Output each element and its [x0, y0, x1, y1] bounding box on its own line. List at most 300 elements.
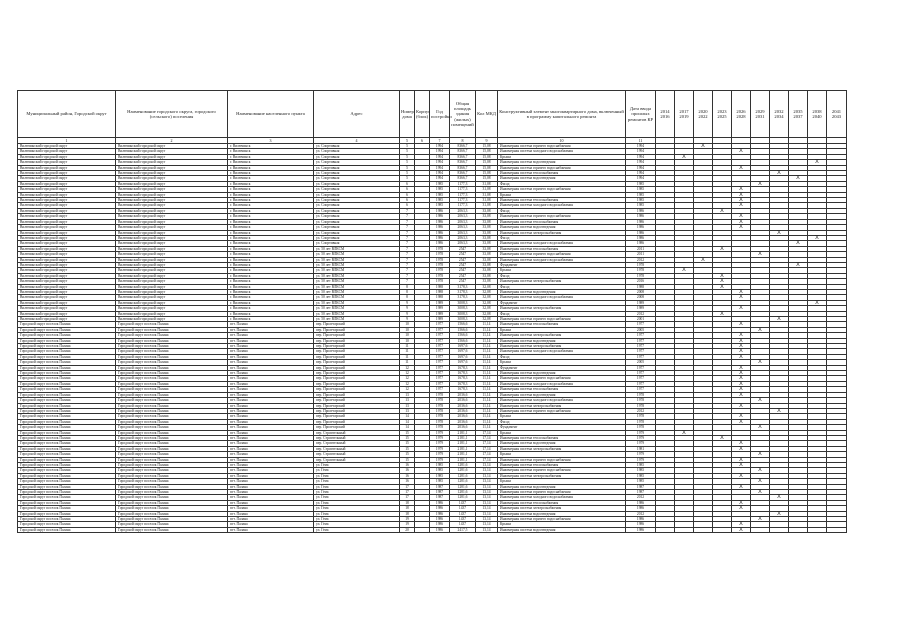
period-mark-cell: X [732, 457, 751, 462]
table-cell: 2008 [626, 295, 656, 300]
table-cell: 33,08 [476, 268, 498, 273]
table-cell: пгт. Палана [228, 354, 314, 359]
table-cell: Вилючинский городской округ [18, 306, 116, 311]
table-cell: 33,08 [476, 273, 498, 278]
table-cell: 11,14 [476, 419, 498, 424]
table-cell: 2036,6 [450, 403, 476, 408]
table-cell: Вилючинский городской округ [116, 187, 228, 192]
period-mark-cell: X [751, 181, 770, 186]
table-cell: г. Вилючинск [228, 279, 314, 284]
period-mark-cell: X [732, 462, 751, 467]
table-cell: Вилючинский городской округ [116, 225, 228, 230]
table-cell: 1977 [430, 349, 450, 354]
table-cell: пер. Строительный [314, 457, 400, 462]
table-cell: 13,14 [476, 506, 498, 511]
table-cell: Городской округ поселок Палана [18, 425, 116, 430]
table-row [18, 527, 847, 532]
table-cell: 1987 [626, 490, 656, 495]
table-cell: 1988 [430, 295, 450, 300]
table-cell: 3178,3 [450, 284, 476, 289]
table-cell: Инженерная система холодного водоснабжения [498, 203, 626, 208]
table-cell: Фасад [498, 181, 626, 186]
table-cell: 1985 [430, 479, 450, 484]
table-cell: Городской округ поселок Палана [18, 333, 116, 338]
table-cell: 1978 [430, 414, 450, 419]
period-mark-cell: X [732, 187, 751, 192]
table-cell: 8366,7 [450, 165, 476, 170]
table-cell: 15,08 [476, 154, 498, 159]
period-mark-cell: X [732, 192, 751, 197]
table-cell: 15 [400, 457, 415, 462]
table-cell: 1697,6 [450, 349, 476, 354]
table-cell: Инженерная система электроснабжения [498, 446, 626, 451]
table-cell: Вилючинский городской округ [18, 279, 116, 284]
column-header: 2041 2043 [827, 91, 847, 138]
table-cell: пгт. Палана [228, 495, 314, 500]
table-cell: Инженерная система водоотведения [498, 225, 626, 230]
table-cell: Городской округ поселок Палана [18, 457, 116, 462]
period-mark-cell: X [751, 398, 770, 403]
table-cell: 1986 [430, 241, 450, 246]
table-cell: ул. Гема [314, 490, 400, 495]
table-cell: г. Вилючинск [228, 268, 314, 273]
table-cell: Вилючинский городской округ [18, 230, 116, 235]
table-cell: ул. Спортивная [314, 214, 400, 219]
table-cell: 19 [400, 522, 415, 527]
table-cell: 12 [400, 371, 415, 376]
table-cell: 2036,6 [450, 398, 476, 403]
table-cell: Городской округ поселок Палана [18, 419, 116, 424]
table-cell: Вилючинский городской округ [116, 295, 228, 300]
table-cell: 8366,7 [450, 176, 476, 181]
table-cell: 2547 [450, 268, 476, 273]
table-cell: пгт. Палана [228, 371, 314, 376]
table-cell: 13 [400, 408, 415, 413]
table-cell: ул. Спортивная [314, 198, 400, 203]
table-cell: 1985 [626, 473, 656, 478]
table-cell: ул. Спортивная [314, 160, 400, 165]
column-number: 8 [450, 138, 476, 144]
table-cell: 6 [400, 203, 415, 208]
table-cell: 1977 [626, 387, 656, 392]
column-header: 2026 2028 [732, 91, 751, 138]
table-cell: Инженерная система горячего водоснабжения [498, 187, 626, 192]
table-cell: пер. Пролетарский [314, 322, 400, 327]
table-cell: 1977 [430, 333, 450, 338]
table-cell: г. Вилючинск [228, 165, 314, 170]
table-cell: 1979 [430, 441, 450, 446]
table-cell [415, 527, 430, 532]
period-mark-cell: X [770, 230, 789, 235]
table-cell: 2063,3 [450, 208, 476, 213]
table-cell: 2063,3 [450, 241, 476, 246]
table-cell: пгт. Палана [228, 403, 314, 408]
column-number: 3 [228, 138, 314, 144]
column-number: 9 [476, 138, 498, 144]
table-cell: Вилючинский городской округ [116, 252, 228, 257]
table-cell: Городской округ поселок Палана [116, 495, 228, 500]
table-cell: 32,08 [476, 306, 498, 311]
period-mark-cell: X [732, 365, 751, 370]
table-cell: ул. 50 лет ВЛКСМ [314, 246, 400, 251]
table-cell: пгт. Палана [228, 360, 314, 365]
table-cell: Инженерная система горячего водоснабжения [498, 214, 626, 219]
table-cell: 6 [400, 192, 415, 197]
table-cell: 1978 [626, 414, 656, 419]
table-cell: 2036,6 [450, 392, 476, 397]
table-cell: 11,14 [476, 349, 498, 354]
table-cell: 11,14 [476, 333, 498, 338]
table-cell: Крыша [498, 154, 626, 159]
table-cell: 13,14 [476, 479, 498, 484]
table-cell: 11,14 [476, 403, 498, 408]
table-cell: ул. 50 лет ВЛКСМ [314, 300, 400, 305]
table-cell: ул. 50 лет ВЛКСМ [314, 289, 400, 294]
table-cell: Городской округ поселок Палана [116, 522, 228, 527]
table-cell: 17,14 [476, 441, 498, 446]
table-cell: г. Вилючинск [228, 176, 314, 181]
table-cell: Городской округ поселок Палана [116, 387, 228, 392]
table-cell: Инженерная система электроснабжения [498, 344, 626, 349]
table-cell: 7 [400, 268, 415, 273]
table-cell: Инженерная система электроснабжения [498, 473, 626, 478]
table-cell: 1678,3 [450, 371, 476, 376]
table-cell: 16 [400, 473, 415, 478]
table-cell: Вилючинский городской округ [18, 208, 116, 213]
table-cell: ул. Гема [314, 484, 400, 489]
table-cell: ул. Гема [314, 527, 400, 532]
table-cell: Вилючинский городской округ [116, 300, 228, 305]
table-cell: Вилючинский городской округ [18, 252, 116, 257]
table-cell: Городской округ поселок Палана [116, 457, 228, 462]
table-cell: 12 [400, 387, 415, 392]
table-cell: 15 [400, 452, 415, 457]
table-cell: Инженерная система водоотведения [498, 371, 626, 376]
table-cell: 1994 [626, 171, 656, 176]
table-cell: 1985 [626, 462, 656, 467]
table-cell: пгт. Палана [228, 365, 314, 370]
table-cell: пер. Пролетарский [314, 408, 400, 413]
table-cell: 1978 [430, 268, 450, 273]
table-cell: Городской округ поселок Палана [18, 517, 116, 522]
table-cell: Городской округ поселок Палана [116, 419, 228, 424]
table-cell: 1978 [430, 398, 450, 403]
table-cell: Инженерная система горячего водоснабжения [498, 165, 626, 170]
table-cell: Городской округ поселок Палана [18, 344, 116, 349]
table-cell: 10 [400, 327, 415, 332]
table-cell: 33,08 [476, 214, 498, 219]
table-cell: г. Вилючинск [228, 257, 314, 262]
table-cell: Городской округ поселок Палана [116, 435, 228, 440]
table-cell: Городской округ поселок Палана [116, 333, 228, 338]
table-cell: 7 [400, 214, 415, 219]
table-cell: г. Вилючинск [228, 171, 314, 176]
table-cell: пгт. Палана [228, 430, 314, 435]
table-cell: г. Вилючинск [228, 241, 314, 246]
table-cell: Вилючинский городской округ [18, 295, 116, 300]
table-cell: Городской округ поселок Палана [18, 479, 116, 484]
period-mark-cell [789, 527, 808, 532]
table-cell: 7 [400, 273, 415, 278]
table-cell: 15 [400, 435, 415, 440]
table-cell: 2547 [450, 273, 476, 278]
table-cell: 1987 [626, 484, 656, 489]
table-cell: 1985 [430, 192, 450, 197]
table-cell: ул. Спортивная [314, 241, 400, 246]
table-cell: Городской округ поселок Палана [116, 398, 228, 403]
table-cell: Инженерная система холодного водоснабжения [498, 295, 626, 300]
period-mark-cell: X [732, 371, 751, 376]
table-cell: 1281,6 [450, 479, 476, 484]
table-cell: 16 [400, 462, 415, 467]
table-cell: Вилючинский городской округ [116, 165, 228, 170]
table-cell: Вилючинский городской округ [116, 241, 228, 246]
table-cell: Городской округ поселок Палана [18, 446, 116, 451]
table-cell: 33,08 [476, 230, 498, 235]
period-mark-cell: X [732, 344, 751, 349]
column-number: 4 [314, 138, 400, 144]
table-cell: Вилючинский городской округ [18, 149, 116, 154]
table-cell: 32,08 [476, 284, 498, 289]
period-mark-cell: X [732, 446, 751, 451]
table-cell: 2012 [626, 257, 656, 262]
period-mark-cell [770, 527, 789, 532]
table-cell: 1994 [430, 176, 450, 181]
table-cell: 11 [400, 354, 415, 359]
table-cell: пгт. Палана [228, 425, 314, 430]
table-cell: 33,08 [476, 262, 498, 267]
table-cell: г. Вилючинск [228, 311, 314, 316]
table-cell: пгт. Палана [228, 468, 314, 473]
table-cell: 11 [400, 349, 415, 354]
period-mark-cell: X [789, 176, 808, 181]
table-cell: Городской округ поселок Палана [116, 414, 228, 419]
table-cell: 1978 [626, 273, 656, 278]
table-cell: г. Вилючинск [228, 300, 314, 305]
table-cell: Городской округ поселок Палана [116, 381, 228, 386]
table-cell: 2181,1 [450, 441, 476, 446]
table-cell: 17 [400, 495, 415, 500]
table-cell: Городской округ поселок Палана [116, 527, 228, 532]
table-cell: Вилючинский городской округ [18, 235, 116, 240]
table-cell: 1977 [430, 381, 450, 386]
column-number: 5 [400, 138, 415, 144]
table-cell: 33,08 [476, 246, 498, 251]
column-header: Год постройки [430, 91, 450, 138]
table-cell: Крыша [498, 430, 626, 435]
table-cell: 1979 [430, 435, 450, 440]
table-cell: Городской округ поселок Палана [18, 414, 116, 419]
table-cell: Городской округ поселок Палана [18, 349, 116, 354]
table-cell: 8366,7 [450, 171, 476, 176]
table-cell: Инженерная система водоотведения [498, 511, 626, 516]
table-cell: Вилючинский городской округ [116, 208, 228, 213]
table-cell: 1977 [430, 344, 450, 349]
table-cell: Инженерная система электроснабжения [498, 306, 626, 311]
table-cell: Городской округ поселок Палана [18, 376, 116, 381]
table-cell: Вилючинский городской округ [116, 171, 228, 176]
table-cell: 32,08 [476, 300, 498, 305]
table-cell: 3178,3 [450, 289, 476, 294]
table-cell: Вилючинский городской округ [18, 311, 116, 316]
table-cell: г. Вилючинск [228, 295, 314, 300]
table-cell: ул. 50 лет ВЛКСМ [314, 273, 400, 278]
table-cell: Городской округ поселок Палана [18, 408, 116, 413]
table-cell: 5 [400, 165, 415, 170]
table-cell: 9 [400, 311, 415, 316]
period-mark-cell: X [751, 252, 770, 257]
period-mark-cell: X [713, 279, 732, 284]
table-cell: Вилючинский городской округ [116, 273, 228, 278]
table-cell: 13,14 [476, 484, 498, 489]
period-mark-cell: X [732, 387, 751, 392]
table-cell: Инженерная система горячего водоснабжения [498, 317, 626, 322]
table-cell: Вилючинский городской округ [18, 181, 116, 186]
table-cell: 2547 [450, 279, 476, 284]
table-cell: 10 [400, 333, 415, 338]
table-cell: 1994 [626, 154, 656, 159]
table-cell: Городской округ поселок Палана [18, 506, 116, 511]
table-cell: 1177,3 [450, 198, 476, 203]
table-cell: Вилючинский городской округ [18, 225, 116, 230]
table-cell: 1986 [430, 500, 450, 505]
period-mark-cell: X [732, 295, 751, 300]
table-cell: 1979 [626, 457, 656, 462]
table-cell: г. Вилючинск [228, 214, 314, 219]
table-cell: 1977 [430, 376, 450, 381]
table-cell: 1977 [430, 360, 450, 365]
table-cell: Вилючинский городской округ [18, 317, 116, 322]
table-cell: Городской округ поселок Палана [116, 441, 228, 446]
period-mark-cell: X [808, 160, 827, 165]
table-cell: 1977 [430, 327, 450, 332]
table-cell: 2547 [450, 246, 476, 251]
table-body [18, 144, 847, 533]
table-cell: Вилючинский городской округ [18, 257, 116, 262]
column-header: Дата ввода прошлых ремонтов КР [626, 91, 656, 138]
table-cell: Городской округ поселок Палана [18, 500, 116, 505]
table-cell: г. Вилючинск [228, 160, 314, 165]
table-cell: Городской округ поселок Палана [116, 360, 228, 365]
table-cell: Вилючинский городской округ [116, 268, 228, 273]
column-number: 6 [415, 138, 430, 144]
table-cell: 1978 [430, 257, 450, 262]
period-mark-cell: X [770, 317, 789, 322]
table-cell: Городской округ поселок Палана [116, 511, 228, 516]
table-cell: 15,08 [476, 176, 498, 181]
table-cell: пгт. Палана [228, 376, 314, 381]
table-cell: 11,14 [476, 376, 498, 381]
table-cell: 1989 [430, 306, 450, 311]
table-cell: ул. Гема [314, 479, 400, 484]
table-cell: Вилючинский городской округ [18, 198, 116, 203]
table-cell: Крыша [498, 327, 626, 332]
table-cell: 1977 [626, 349, 656, 354]
table-cell: ул. Спортивная [314, 230, 400, 235]
table-cell: пгт. Палана [228, 479, 314, 484]
table-cell: ул. Спортивная [314, 235, 400, 240]
table-cell: Городской округ поселок Палана [116, 479, 228, 484]
table-cell: 6 [400, 187, 415, 192]
table-cell: 31,08 [476, 192, 498, 197]
period-mark-cell: X [713, 284, 732, 289]
table-cell: пгт. Палана [228, 338, 314, 343]
table-cell: 31,08 [476, 198, 498, 203]
table-cell: 15,08 [476, 149, 498, 154]
table-cell: Инженерная система холодного водоснабжения [498, 149, 626, 154]
table-cell: 17,14 [476, 457, 498, 462]
table-cell: пгт. Палана [228, 484, 314, 489]
table-cell: Вилючинский городской округ [18, 219, 116, 224]
table-cell: 1978 [430, 252, 450, 257]
table-cell: пгт. Палана [228, 344, 314, 349]
table-cell: пер. Пролетарский [314, 398, 400, 403]
period-mark-cell [808, 527, 827, 532]
table-cell: 1985 [430, 198, 450, 203]
table-cell: Вилючинский городской округ [116, 214, 228, 219]
table-cell: пгт. Палана [228, 398, 314, 403]
table-cell: 1994 [430, 171, 450, 176]
table-cell: Городской округ поселок Палана [116, 517, 228, 522]
table-cell: ул. Спортивная [314, 203, 400, 208]
table-cell: 7 [400, 246, 415, 251]
table-cell: 1977 [626, 381, 656, 386]
table-cell: 1978 [626, 398, 656, 403]
table-cell: ул. Спортивная [314, 219, 400, 224]
table-cell: ул. 50 лет ВЛКСМ [314, 257, 400, 262]
table-cell: 11,14 [476, 392, 498, 397]
table-cell: Инженерная система водоотведения [498, 484, 626, 489]
table-cell: ул. Гема [314, 500, 400, 505]
table-cell: Городской округ поселок Палана [116, 500, 228, 505]
table-cell: Инженерная система водоотведения [498, 338, 626, 343]
table-cell: Фундамент [498, 300, 626, 305]
table-cell: 1994 [430, 144, 450, 149]
table-cell: Инженерная система электроснабжения [498, 403, 626, 408]
table-cell: 1979 [626, 441, 656, 446]
table-cell: 15 [400, 446, 415, 451]
period-mark-cell: X [732, 219, 751, 224]
table-cell: 1977 [430, 338, 450, 343]
period-mark-cell: X [732, 419, 751, 424]
table-cell: 1994 [430, 154, 450, 159]
table-cell: Инженерная система электроснабжения [498, 279, 626, 284]
table-cell: Инженерная система электроснабжения [498, 333, 626, 338]
table-cell: Вилючинский городской округ [18, 214, 116, 219]
table-cell: 2036,6 [450, 414, 476, 419]
table-cell: пгт. Палана [228, 419, 314, 424]
table-cell: 2036,6 [450, 425, 476, 430]
table-cell: 1986 [626, 235, 656, 240]
period-mark-cell [713, 527, 732, 532]
table-cell: Городской округ поселок Палана [116, 354, 228, 359]
table-cell: 1979 [430, 430, 450, 435]
table-cell: Инженерная система теплоснабжения [498, 435, 626, 440]
table-cell: 1986 [430, 522, 450, 527]
period-mark-cell [675, 527, 694, 532]
table-cell: пгт. Палана [228, 527, 314, 532]
table-cell: 13 [400, 403, 415, 408]
table-cell: 1985 [626, 203, 656, 208]
table-cell: пер. Пролетарский [314, 344, 400, 349]
table-cell: 2008 [626, 289, 656, 294]
table-cell: 1989 [626, 306, 656, 311]
table-cell: 1177,3 [450, 203, 476, 208]
table-cell: Городской округ поселок Палана [18, 441, 116, 446]
period-mark-cell [751, 527, 770, 532]
column-number: 2 [116, 138, 228, 144]
table-cell: Вилючинский городской округ [116, 149, 228, 154]
